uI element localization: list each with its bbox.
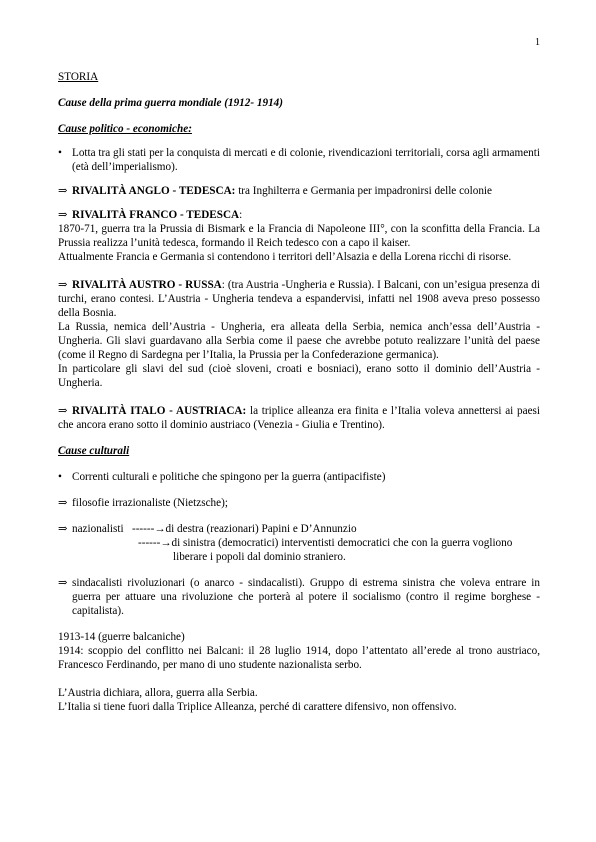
document-body [58,70,540,714]
implies-arrow-icon: ⇒ [58,405,68,417]
cultural-section-heading: Cause culturali [58,445,130,457]
franco-tedesca-paragraph-1: 1870-71, guerra tra la Prussia di Bismark e la Francia di Napoleone III°, con la sconfitta della Francia. La Prussia realizza l’unità tedesca, formando il Reich tedesco con a capo il kaiser. [58,223,540,249]
austro-russa-label: RIVALITÀ AUSTRO - RUSSA [72,279,222,291]
filosofie-item [58,496,540,510]
franco-tedesca-label: RIVALITÀ FRANCO - TEDESCA [72,209,240,221]
bullet-icon: • [58,471,62,483]
implies-arrow-icon: ⇒ [58,497,68,509]
anglo-tedesca-label: RIVALITÀ ANGLO - TEDESCA: [72,185,236,197]
page-number: 1 [535,37,540,48]
nazionalisti-sinistra-text: di sinistra (democratici) interventisti democratici che con la guerra vogliono [171,537,513,549]
anglo-tedesca-text: tra Inghilterra e Germania per impadronirsi delle colonie [235,185,492,197]
nazionalisti-item [58,522,540,536]
political-section-heading: Cause politico - economiche: [58,123,192,135]
bullet-currents-text: Correnti culturali e politiche che spingono per la guerra (antipacifiste) [72,471,386,483]
italo-austriaca-item [58,404,540,432]
franco-tedesca-colon: : [239,209,243,221]
austro-russa-text: : (tra Austria -Ungheria e Russia). I Balcani, con un’esigua presenza di turchi, erano contesi. L’Austria - Ungheria tendeva a espandervisi, infatti nel 1908 aveva preso possesso della Bosnia. [58,279,540,319]
nazionalisti-sinistra [58,536,540,550]
bullet-currents [58,470,540,484]
implies-arrow-icon: ⇒ [58,209,68,221]
subject-heading: STORIA [58,71,99,83]
nazionalisti-label: nazionalisti [72,523,124,535]
anglo-tedesca-item [58,184,540,198]
bullet-imperialism-text: Lotta tra gli stati per la conquista di mercati e di colonie, rivendicazioni territoriali, corsa agli armamenti (età dell’imperialismo). [72,147,540,173]
document-title: Cause della prima guerra mondiale (1912- 1914) [58,97,283,109]
sindacalisti-text: sindacalisti rivoluzionari (o anarco - sindacalisti). Gruppo di estrema sinistra che voleva entrare in guerra per attuare una rivoluzione che porterà al potere il socialismo (contro il regime borghese - capitalista). [72,577,540,617]
nazionalisti-destra-text: di destra (reazionari) Papini e D’Annunzio [165,523,357,535]
sindacalisti-item [58,576,540,618]
implies-arrow-icon: ⇒ [58,577,68,589]
austro-russa-item [58,278,540,320]
bullet-imperialism [58,146,540,174]
arrow-right-icon: ------→ [131,523,166,535]
franco-tedesca-paragraph-2: Attualmente Francia e Germania si contendono i territori dell’Alsazia e della Lorena ricchi di risorse. [58,251,512,263]
austro-russa-paragraph-2: La Russia, nemica dell’Austria - Ungheria, era alleata della Serbia, nemica anch’essa dell’Austria - Ungheria. Gli slavi guardavano alla Serbia come il paese che avrebbe potuto realizzare l’unità del paese (come il Regno di Sardegna per l’Italia, la Prussia per la Confederazione germanica). [58,321,540,361]
outbreak-paragraph: 1914: scoppio del conflitto nei Balcani: il 28 luglio 1914, dopo l’attentato all’erede al trono austriaco, Francesco Ferdinando, per mano di uno studente nazionalista serbo. [58,645,540,671]
arrow-right-icon: ------→ [138,537,172,549]
nazionalisti-sinistra-continuation: liberare i popoli dal dominio straniero. [173,551,346,563]
bullet-icon: • [58,147,62,159]
italo-austriaca-text: la triplice alleanza era finita e l’Italia voleva annettersi ai paesi che ancora erano sotto il dominio austriaco (Venezia - Giulia e Trentino). [58,405,540,431]
implies-arrow-icon: ⇒ [58,185,68,197]
austria-war-line: L’Austria dichiara, allora, guerra alla Serbia. [58,687,258,699]
filosofie-text: filosofie irrazionaliste (Nietzsche); [72,497,228,509]
austro-russa-paragraph-3: In particolare gli slavi del sud (cioè sloveni, croati e bosniaci), erano sotto il dominio dell’Austria - Ungheria. [58,363,540,389]
balkan-wars-line: 1913-14 (guerre balcaniche) [58,631,185,643]
italo-austriaca-label: RIVALITÀ ITALO - AUSTRIACA: [72,405,247,417]
franco-tedesca-item [58,208,540,222]
implies-arrow-icon: ⇒ [58,279,68,291]
implies-arrow-icon: ⇒ [58,523,68,535]
italy-neutral-line: L’Italia si tiene fuori dalla Triplice Alleanza, perché di carattere difensivo, non offensivo. [58,701,457,713]
